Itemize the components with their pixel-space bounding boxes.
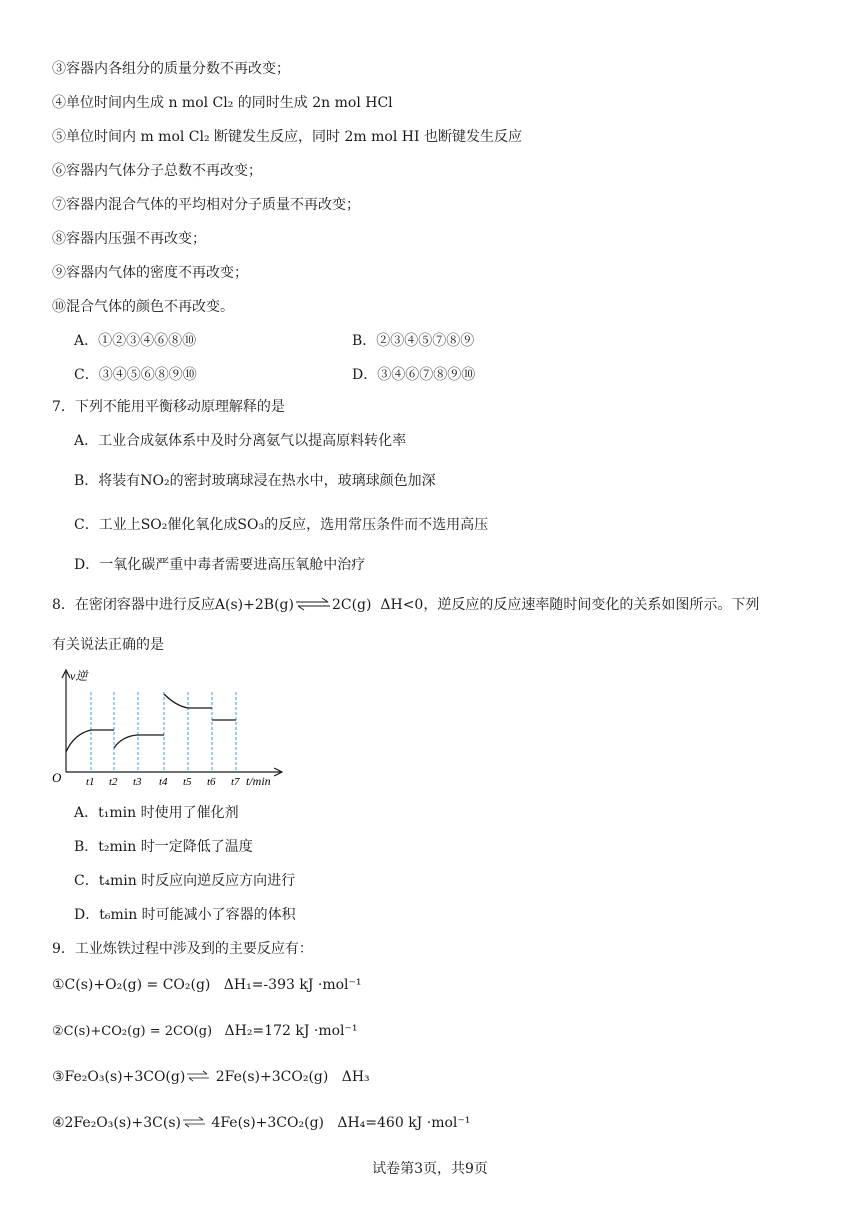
q9-reaction-4: [52, 1114, 470, 1132]
q8-option-b: B．t₂min 时一定降低了温度: [74, 839, 253, 855]
q9-stem: 9．工业炼铁过程中涉及到的主要反应有：: [52, 941, 313, 957]
curve-segment-2: [114, 735, 164, 748]
tick-t4: t4: [159, 776, 168, 788]
condition-3: ③容器内各组分的质量分数不再改变；: [52, 61, 290, 77]
tick-t3: t3: [133, 776, 142, 788]
q8-stem-suffix: ΔH<0，逆反应的反应速率随时间变化的关系如图所示。下列: [380, 597, 760, 613]
reaction-1-enthalpy: ΔH₁=-393 kJ ·mol⁻¹: [223, 977, 362, 993]
q8-stem-line2: 有关说法正确的是: [52, 637, 164, 653]
q8-stem-prefix: 8．在密闭容器中进行反应: [52, 597, 215, 613]
origin-label: O: [52, 770, 62, 785]
q8-reaction-right: 2C(g): [331, 597, 372, 613]
tick-t5: t5: [183, 776, 192, 788]
q9-reaction-1: [52, 976, 362, 994]
curve-segment-3: [164, 694, 212, 708]
q8-option-d: D．t₆min 时可能减小了容器的体积: [74, 907, 296, 923]
page-footer: 试卷第3页，共9页: [372, 1161, 488, 1177]
reaction-3-enthalpy: ΔH₃: [341, 1069, 370, 1085]
q6-option-d: D．③④⑥⑦⑧⑨⑩: [352, 367, 476, 383]
equilibrium-arrow-icon: [181, 1115, 207, 1129]
curve-segment-1: [66, 730, 114, 752]
y-axis-label: v逆: [70, 669, 88, 683]
q6-option-c: C．③④⑤⑥⑧⑨⑩: [74, 367, 197, 383]
reaction-2-enthalpy: ΔH₂=172 kJ ·mol⁻¹: [224, 1023, 358, 1039]
q7-option-a: A．工业合成氨体系中及时分离氨气以提高原料转化率: [74, 433, 407, 449]
equilibrium-arrow-icon: [185, 1069, 211, 1083]
q7-option-d: D．一氧化碳严重中毒者需要进高压氧舱中治疗: [74, 557, 366, 573]
reaction-3-left: ③Fe₂O₃(s)+3CO(g): [52, 1069, 186, 1085]
condition-8: ⑧容器内压强不再改变；: [52, 231, 206, 247]
reaction-4-enthalpy: ΔH₄=460 kJ ·mol⁻¹: [337, 1115, 471, 1131]
tick-t6: t6: [207, 776, 216, 788]
reaction-1-equation: ①C(s)+O₂(g) = CO₂(g): [52, 977, 211, 993]
tick-t7: t7: [231, 776, 240, 788]
equilibrium-arrow-icon: [294, 597, 332, 611]
condition-7: ⑦容器内混合气体的平均相对分子质量不再改变；: [52, 197, 360, 213]
tick-t1: t1: [86, 776, 95, 788]
q6-option-a: A．①②③④⑥⑧⑩: [74, 333, 197, 349]
x-axis-label: t/min: [246, 774, 271, 788]
q9-reaction-3: [52, 1068, 370, 1086]
rate-time-graph: [48, 668, 288, 788]
q7-option-c: C．工业上SO₂催化氧化成SO₃的反应，选用常压条件而不选用高压: [74, 517, 489, 533]
tick-t2: t2: [109, 776, 118, 788]
condition-4: ④单位时间内生成 n mol Cl₂ 的同时生成 2n mol HCl: [52, 95, 393, 111]
condition-10: ⑩混合气体的颜色不再改变。: [52, 299, 234, 315]
q8-option-c: C．t₄min 时反应向逆反应方向进行: [74, 873, 296, 889]
reaction-4-right: 4Fe(s)+3CO₂(g): [211, 1115, 324, 1131]
q9-reaction-2: [52, 1022, 358, 1041]
condition-9: ⑨容器内气体的密度不再改变；: [52, 265, 248, 281]
reaction-3-right: 2Fe(s)+3CO₂(g): [215, 1069, 329, 1085]
q8-stem: [52, 596, 759, 614]
q8-option-a: A．t₁min 时使用了催化剂: [74, 805, 239, 821]
condition-6: ⑥容器内气体分子总数不再改变；: [52, 163, 262, 179]
q8-reaction-left: A(s)+2B(g): [214, 597, 294, 613]
q7-stem: 7．下列不能用平衡移动原理解释的是: [52, 399, 285, 415]
q6-option-b: B．②③④⑤⑦⑧⑨: [352, 333, 475, 349]
reaction-4-left: ④2Fe₂O₃(s)+3C(s): [52, 1115, 181, 1131]
condition-5: ⑤单位时间内 m mol Cl₂ 断键发生反应，同时 2m mol HI 也断键发生反应: [52, 129, 522, 145]
reaction-2-equation: ②C(s)+CO₂(g) = 2CO(g): [52, 1024, 213, 1039]
q7-option-b: B．将装有NO₂的密封玻璃球浸在热水中，玻璃球颜色加深: [74, 473, 436, 489]
